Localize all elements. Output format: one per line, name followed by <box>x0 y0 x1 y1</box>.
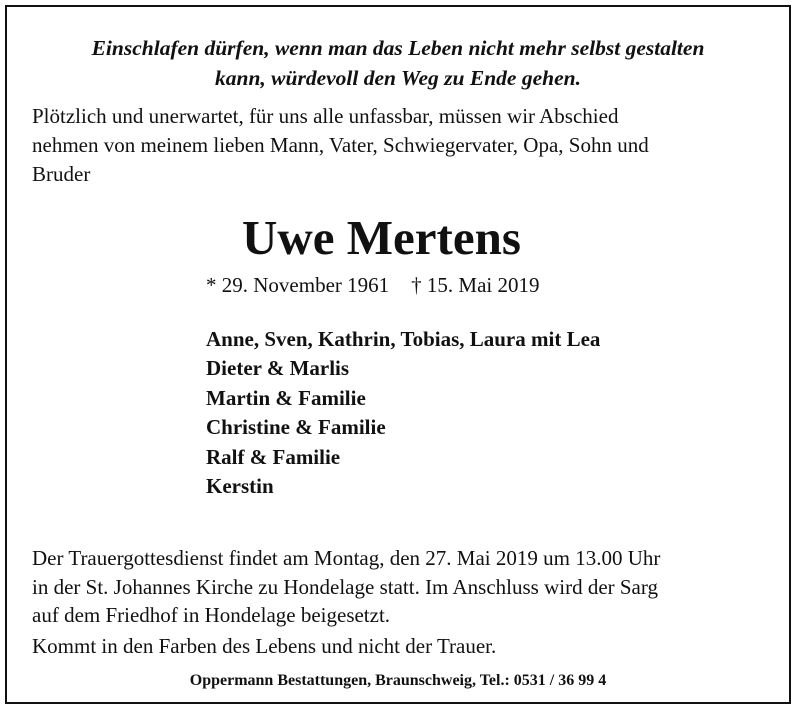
motto <box>7 33 789 93</box>
life-dates <box>206 271 539 299</box>
mourner: Anne, Sven, Kathrin, Tobias, Laura mit Lea <box>206 327 601 351</box>
death-date: † 15. Mai 2019 <box>411 273 540 297</box>
deceased-name: Uwe Mertens <box>242 210 521 265</box>
closing-note: Kommt in den Farben des Lebens und nicht der Trauer. <box>32 634 497 658</box>
mourners-list <box>206 325 600 501</box>
mourner: Ralf & Familie <box>206 444 341 469</box>
intro-text <box>32 102 777 189</box>
mourner: Kerstin <box>206 474 274 499</box>
service-info <box>32 544 660 630</box>
motto-line: kann, würdevoll den Weg zu Ende gehen. <box>215 66 581 90</box>
birth-date: * 29. November 1961 <box>206 273 390 297</box>
obituary-notice <box>5 5 791 704</box>
mourner: Martin & Familie <box>206 385 366 410</box>
mourner: Dieter & Marlis <box>206 356 350 381</box>
undertaker-contact: Oppermann Bestattungen, Braunschweig, Tel.: 0531 / 36 99 4 <box>189 672 607 689</box>
service-line: auf dem Friedhof in Hondelage beigesetzt. <box>32 603 391 627</box>
service-line: Der Trauergottesdienst findet am Montag, den 27. Mai 2019 um 13.00 Uhr <box>32 546 661 570</box>
intro-line: nehmen von meinem lieben Mann, Vater, Schwiegervater, Opa, Sohn und <box>32 133 649 157</box>
service-line: in der St. Johannes Kirche zu Hondelage statt. Im Anschluss wird der Sarg <box>32 574 658 599</box>
motto-line: Einschlafen dürfen, wenn man das Leben nicht mehr selbst gestalten <box>91 36 705 60</box>
intro-line: Bruder <box>32 162 91 186</box>
intro-line: Plötzlich und unerwartet, für uns alle unfassbar, müssen wir Abschied <box>32 104 619 128</box>
mourner: Christine & Familie <box>206 415 386 440</box>
